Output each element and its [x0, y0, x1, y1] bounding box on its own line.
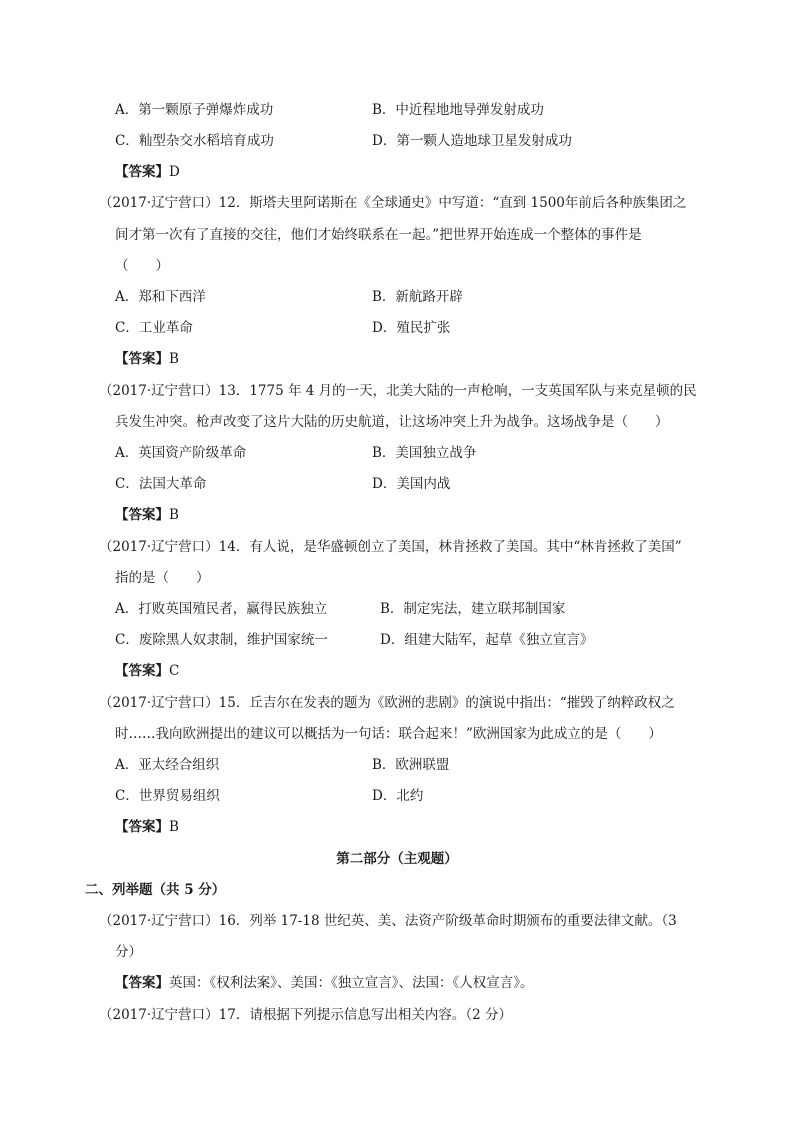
- q17-stem-line1: （2017·辽宁营口）17．请根据下列提示信息写出相关内容。（2 分）: [99, 1007, 512, 1023]
- q12-option-d: D．殖民扩张: [372, 320, 451, 336]
- q12-stem-line1: （2017·辽宁营口）12．斯塔夫里阿诺斯在《全球通史》中写道：“直到 1500年前后各种族集团之: [99, 195, 687, 211]
- q12-option-a: A．郑和下西洋: [115, 289, 206, 305]
- answer-value: D: [169, 164, 180, 180]
- q11-option-d: D．第一颗人造地球卫星发射成功: [372, 133, 572, 149]
- q11-option-b: B．中近程地地导弹发射成功: [372, 102, 544, 118]
- q13-answer: [115, 505, 179, 525]
- q15-stem-line1: （2017·辽宁营口）15．丘吉尔在发表的题为《欧洲的悲剧》的演说中指出：“摧毁了纳粹政权之: [99, 695, 675, 711]
- section-heading: 二、列举题（共 5 分）: [85, 882, 226, 898]
- q14-option-a: A．打败英国殖民者，赢得民族独立: [115, 601, 328, 617]
- part-title: 第二部分（主观题）: [336, 851, 458, 867]
- q14-answer: [115, 661, 179, 681]
- q14-option-c: C．废除黑人奴隶制，维护国家统一: [115, 632, 328, 648]
- q12-stem-line3: （ ）: [115, 258, 169, 274]
- answer-label: 【答案】: [115, 663, 169, 679]
- q15-answer: [115, 817, 179, 837]
- q12-answer: [115, 349, 179, 369]
- answer-label: 【答案】: [115, 975, 169, 991]
- q15-stem-line2: 时……我向欧洲提出的建议可以概括为一句话：联合起来！”欧洲国家为此成立的是（ ）: [115, 726, 662, 742]
- q15-option-b: B．欧洲联盟: [372, 757, 450, 773]
- q14-option-b: B．制定宪法，建立联邦制国家: [380, 601, 566, 617]
- q12-option-b: B．新航路开辟: [372, 289, 463, 305]
- q13-stem-line2: 兵发生冲突。枪声改变了这片大陆的历史航道，让这场冲突上升为战争。这场战争是（ ）: [115, 414, 669, 430]
- answer-label: 【答案】: [115, 351, 169, 367]
- answer-label: 【答案】: [115, 819, 169, 835]
- q15-option-d: D．北约: [372, 788, 424, 804]
- q12-stem-line2: 间才第一次有了直接的交往，他们才始终联系在一起。”把世界开始连成一个整体的事件是: [115, 227, 642, 243]
- q15-option-c: C．世界贸易组织: [115, 788, 220, 804]
- answer-value: 英国：《权利法案》、美国：《独立宣言》、法国：《人权宣言》。: [169, 975, 534, 991]
- q14-option-d: D．组建大陆军，起草《独立宣言》: [380, 632, 594, 648]
- answer-value: B: [169, 351, 179, 367]
- answer-label: 【答案】: [115, 164, 169, 180]
- q12-option-c: C．工业革命: [115, 320, 193, 336]
- q16-answer: [115, 973, 534, 993]
- q11-answer: [115, 162, 180, 182]
- q11-option-a: A．第一颗原子弹爆炸成功: [115, 102, 274, 118]
- q15-option-a: A．亚太经合组织: [115, 757, 220, 773]
- answer-label: 【答案】: [115, 507, 169, 523]
- answer-value: C: [169, 663, 180, 679]
- q14-stem-line1: （2017·辽宁营口）14．有人说，是华盛顿创立了美国，林肯拯救了美国。其中“林肯拯救了美国”: [99, 539, 682, 555]
- answer-value: B: [169, 507, 179, 523]
- q13-option-d: D．美国内战: [372, 476, 451, 492]
- q13-option-b: B．美国独立战争: [372, 445, 477, 461]
- q13-option-c: C．法国大革命: [115, 476, 207, 492]
- q16-stem-line1: （2017·辽宁营口）16．列举 17-18 世纪英、美、法资产阶级革命时期颁布的重要法律文献。（3: [99, 913, 677, 929]
- q13-option-a: A．英国资产阶级革命: [115, 445, 247, 461]
- q16-stem-line2: 分）: [115, 944, 142, 960]
- q13-stem-line1: （2017·辽宁营口）13．1775 年 4 月的一天，北美大陆的一声枪响，一支英国军队与来克星顿的民: [99, 383, 697, 399]
- q11-option-c: C．籼型杂交水稻培育成功: [115, 133, 274, 149]
- answer-value: B: [169, 819, 179, 835]
- q14-stem-line2: 指的是（ ）: [115, 570, 210, 586]
